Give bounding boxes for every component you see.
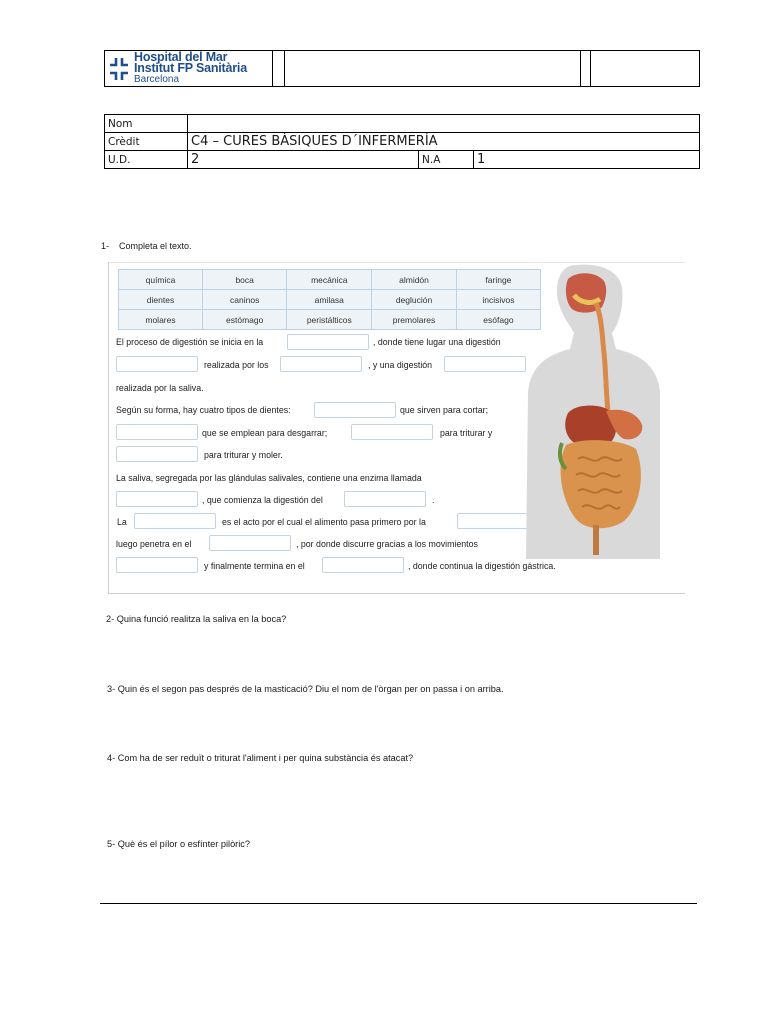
word-caninos[interactable]: caninos [202,290,286,310]
header-cell-4 [581,51,591,86]
word-bank-row [119,290,541,310]
logo-line-3: Barcelona [134,74,180,85]
text-line-8b: . [432,495,435,505]
credit-value: C4 – CURES BÀSIQUES D´INFERMERÍA [188,133,700,151]
word-estomago[interactable]: estómago [202,310,286,330]
word-mecanica[interactable]: mecánica [287,270,372,290]
question-4: 4- Com ha de ser reduït o triturat l'aliment i per quina substància és atacat? [107,753,414,763]
text-line-9b: es el acto por el cual el alimento pasa primero por la [222,517,426,527]
word-boca[interactable]: boca [202,270,286,290]
blank-13[interactable] [209,535,291,551]
text-line-5a: que se emplean para desgarrar; [202,428,328,438]
text-line-8a: , que comienza la digestión del [202,495,323,505]
word-peristalticos[interactable]: peristálticos [287,310,372,330]
blank-15[interactable] [322,557,404,573]
footer-divider [100,903,697,904]
word-bank-row [119,310,541,330]
nom-field[interactable] [188,115,700,133]
blank-8[interactable] [116,446,198,462]
text-line-2b: , y una digestión [368,360,433,370]
exercise-1-number: 1- [101,241,110,251]
blank-11[interactable] [134,513,216,529]
digestive-system-illustration [526,263,660,559]
blank-6[interactable] [116,424,198,440]
header-table [104,50,700,87]
student-info-table [104,114,700,169]
word-esofago[interactable]: esófago [456,310,540,330]
text-line-2a: realizada por los [204,360,269,370]
blank-7[interactable] [351,424,433,440]
blank-9[interactable] [116,491,198,507]
info-row-nom [105,115,700,133]
blank-14[interactable] [116,557,198,573]
question-3: 3- Quin és el segon pas després de la masticació? Diu el nom de l'òrgan per on passa i on arriba. [107,684,504,694]
word-premolares[interactable]: premolares [372,310,457,330]
header-cell-2 [273,51,285,86]
text-line-7: La saliva, segregada por las glándulas salivales, contiene una enzima llamada [116,473,422,483]
text-line-11a: y finalmente termina en el [204,561,305,571]
nom-label: Nom [105,115,188,133]
text-line-6: para triturar y moler. [204,450,283,460]
text-line-1b: , donde tiene lugar una digestión [373,337,501,347]
blank-5[interactable] [314,402,396,418]
word-deglucion[interactable]: deglución [372,290,457,310]
word-almidon[interactable]: almidón [372,270,457,290]
text-line-4a: Según su forma, hay cuatro tipos de dientes: [116,405,291,415]
word-incisivos[interactable]: incisivos [456,290,540,310]
info-row-ud [105,151,700,169]
ud-value: 2 [188,151,419,169]
blank-2[interactable] [116,356,198,372]
logo-line-1: Hospital del Mar [134,50,228,64]
word-quimica[interactable]: química [119,270,203,290]
word-molares[interactable]: molares [119,310,203,330]
word-dientes[interactable]: dientes [119,290,203,310]
text-line-1a: El proceso de digestión se inicia en la [116,337,264,347]
hospital-logo [105,51,273,86]
text-line-10a: luego penetra en el [116,539,192,549]
word-faringe[interactable]: faringe [456,270,540,290]
text-line-9a: La [117,517,127,527]
text-line-10b: , por donde discurre gracias a los movimientos [296,539,478,549]
text-line-11b: , donde continua la digestión gástrica. [408,561,556,571]
info-row-credit [105,133,700,151]
word-bank [118,269,541,330]
credit-label: Crèdit [105,133,188,151]
logo-line-2: Institut FP Sanitària [134,61,247,75]
blank-1[interactable] [287,334,369,350]
word-amilasa[interactable]: amilasa [287,290,372,310]
exercise-1-heading [101,241,192,251]
blank-10[interactable] [344,491,426,507]
cross-logo-icon [108,56,130,82]
text-line-4b: que sirven para cortar; [400,405,489,415]
question-2: 2- Quina funció realitza la saliva en la boca? [106,614,287,624]
text-line-5b: para triturar y [440,428,493,438]
word-bank-row [119,270,541,290]
na-value: 1 [474,151,700,169]
na-label: N.A [419,151,474,169]
blank-3[interactable] [280,356,362,372]
header-cell-5 [591,51,699,86]
header-cell-3 [285,51,581,86]
blank-4[interactable] [444,356,526,372]
question-5: 5- Què és el pílor o esfínter pilòric? [107,839,250,849]
text-line-3: realizada por la saliva. [116,383,204,393]
exercise-1-instruction: Completa el texto. [119,241,192,251]
ud-label: U.D. [105,151,188,169]
